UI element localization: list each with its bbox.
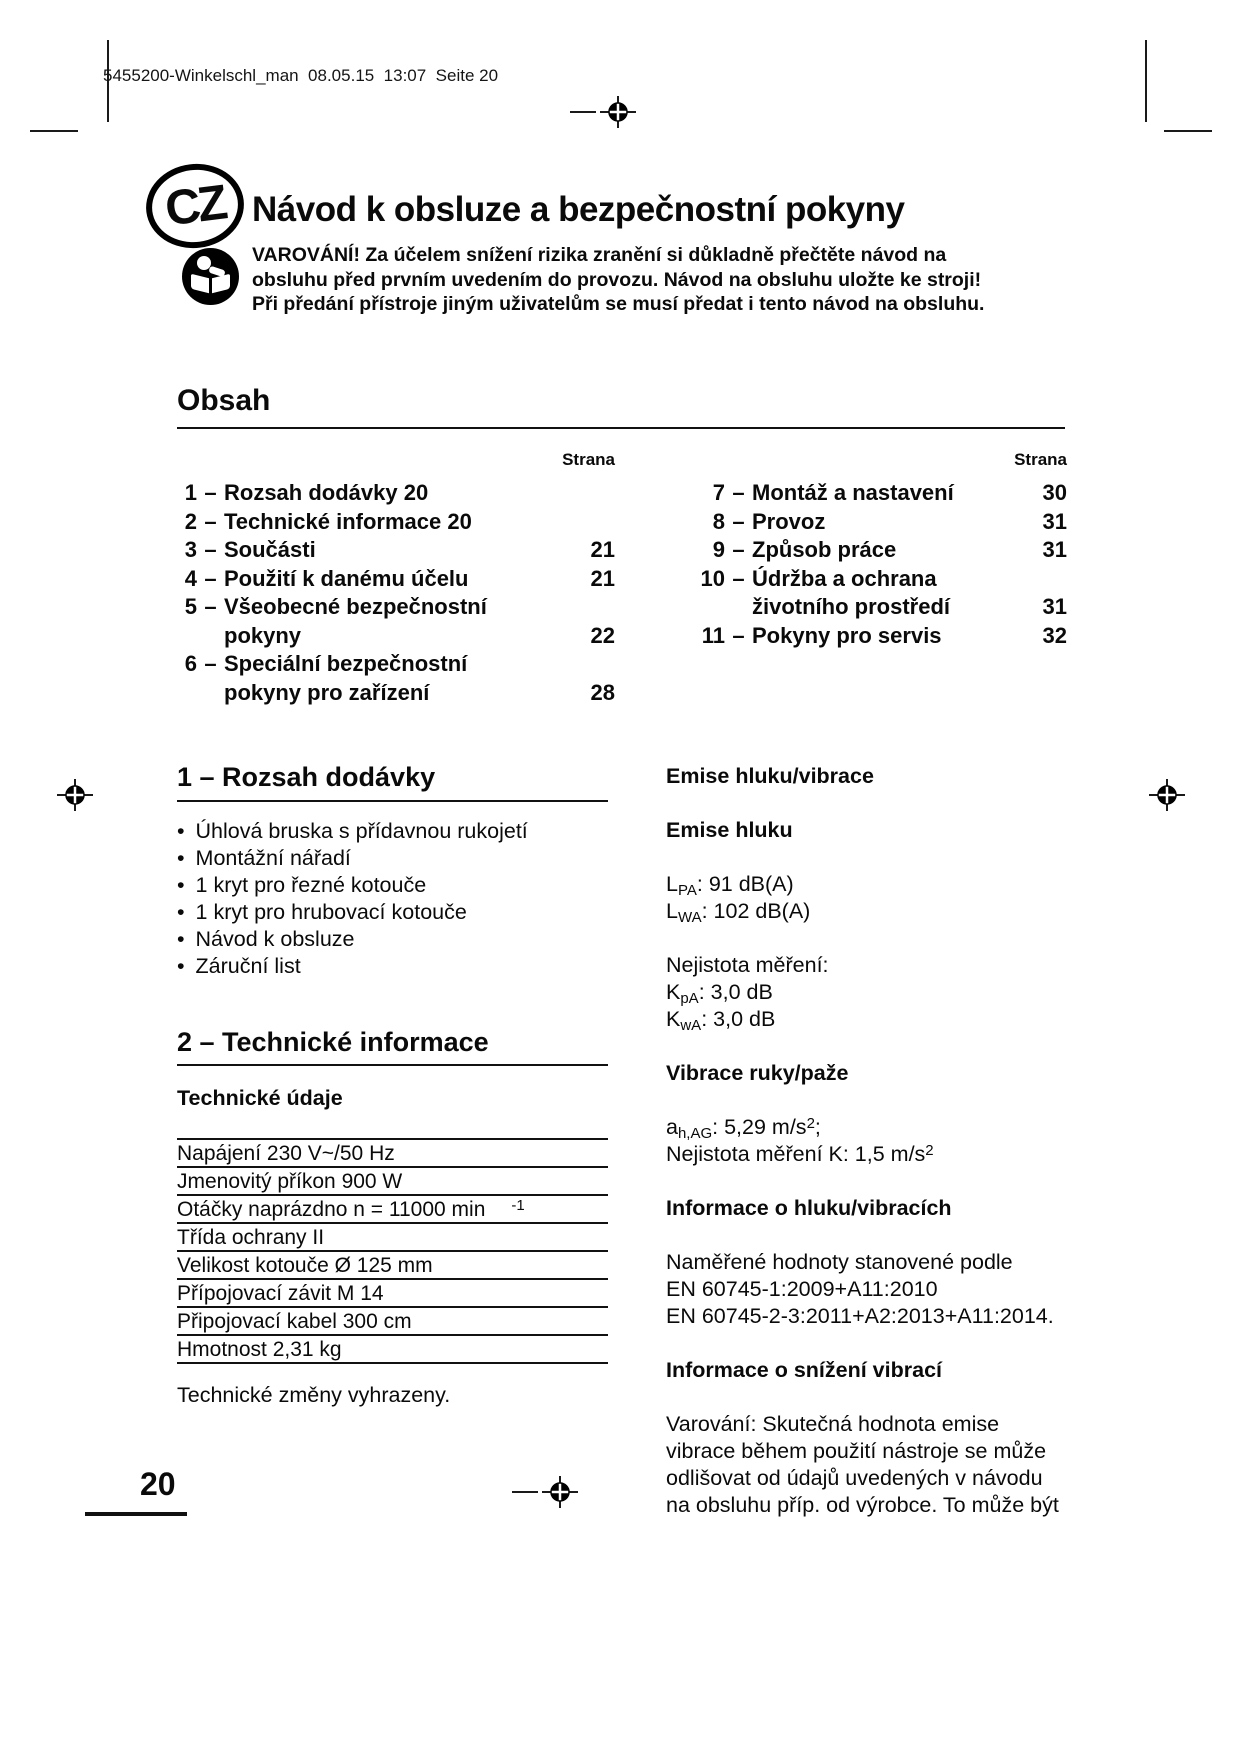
page-number: 20	[140, 1466, 176, 1502]
toc-entry: 3 – Součásti 21	[184, 537, 615, 562]
toc-entry: 7 – Montáž a nastavení 30	[712, 480, 1067, 505]
toc-heading: Obsah	[177, 384, 271, 417]
print-job-header: 5455200-Winkelschl_man 08.05.15 13:07 Seite 20	[103, 66, 499, 85]
tech-data-subheading: Technické údaje	[177, 1086, 343, 1110]
toc-page-column-header: Strana	[562, 450, 615, 469]
registration-mark-left	[57, 777, 93, 813]
kpa-value: $K_{pA}$: 3,0 dB	[666, 980, 773, 1007]
table-row: Napájení 230 V~/50 Hz	[177, 1138, 608, 1166]
norm-line: Naměřené hodnoty stanovené podle	[666, 1250, 1013, 1274]
vibration-warning-line: Varování: Skutečná hodnota emise	[666, 1412, 1000, 1436]
page-number-rule	[85, 1512, 187, 1516]
cz-country-badge: CZ	[141, 158, 249, 253]
table-row: Hmotnost 2,31 kg	[177, 1334, 608, 1362]
toc-entry-continuation: pokyny pro zařízení 28	[224, 679, 615, 705]
list-item: • Záruční list	[177, 953, 622, 980]
toc-entry-continuation: životního prostředí 31	[752, 594, 1067, 619]
vibration-warning-line: odlišovat od údajů uvedených v návodu	[666, 1466, 1043, 1490]
vibration-warning-line: vibrace během použití nástroje se může	[666, 1439, 1047, 1463]
crop-mark-left-horizontal	[30, 130, 78, 132]
noise-subheading: Emise hluku	[666, 818, 793, 842]
vibration-subheading: Vibrace ruky/paže	[666, 1061, 849, 1085]
toc-entry: 9 – Způsob práce 31	[712, 537, 1067, 562]
toc-entry: 10 – Údržba a ochrana	[700, 565, 937, 591]
vibration-reduction-heading: Informace o snížení vibrací	[666, 1358, 943, 1382]
toc-entry: 6 – Speciální bezpečnostní	[184, 651, 468, 676]
noise-info-heading: Informace o hluku/vibracích	[666, 1196, 952, 1220]
registration-mark-bottom	[542, 1474, 578, 1510]
warning-line: VAROVÁNÍ! Za účelem snížení rizika zranění si důkladně přečtěte návod na	[252, 244, 947, 266]
tech-spec-table	[177, 1138, 608, 1364]
norm-line: EN 60745-1:2009+A11:2010	[666, 1277, 938, 1301]
section1-rule	[177, 800, 608, 802]
page-title: Návod k obsluze a bezpečnostní pokyny	[252, 190, 905, 229]
toc-entry: 5 – Všeobecné bezpečnostní	[184, 594, 487, 619]
table-row: Velikost kotouče Ø 125 mm	[177, 1250, 608, 1278]
registration-mark-top	[600, 94, 636, 130]
tech-changes-note: Technické změny vyhrazeny.	[177, 1383, 451, 1407]
table-row: Jmenovitý příkon 900 W	[177, 1166, 608, 1194]
toc-column-right	[640, 450, 1067, 650]
registration-leader-bottom	[512, 1491, 538, 1493]
crop-mark-right-horizontal	[1164, 130, 1212, 132]
toc-entry-continuation: pokyny 22	[224, 622, 615, 648]
norm-line: EN 60745-2-3:2011+A2:2013+A11:2014.	[666, 1304, 1054, 1328]
toc-page-column-header: Strana	[1014, 450, 1067, 469]
safety-warning-paragraph	[252, 243, 992, 317]
section2-heading: 2 – Technické informace	[177, 1027, 489, 1057]
section1-heading: 1 – Rozsah dodávky	[177, 762, 436, 792]
table-row: Připojovací kabel 300 cm	[177, 1306, 608, 1334]
toc-heading-rule	[177, 427, 1065, 429]
list-item: • 1 kryt pro hrubovací kotouče	[177, 899, 622, 926]
read-manual-icon	[182, 248, 239, 305]
ahag-value: $a_{h,AG}$: 5,29 $m/s^2$;	[666, 1115, 821, 1142]
kwa-value: $K_{wA}$: 3,0 dB	[666, 1007, 776, 1034]
list-item: • Montážní nářadí	[177, 845, 622, 872]
toc-entry: 2 – Technické informace 20	[184, 508, 472, 534]
noise-heading: Emise hluku/vibrace	[666, 764, 874, 788]
vibration-warning-line: na obsluhu příp. od výrobce. To může být	[666, 1493, 1059, 1517]
toc-entry: 1 – Rozsah dodávky 20	[184, 480, 429, 505]
uncertainty-label: Nejistota měření:	[666, 953, 829, 977]
lwa-value: $L_{WA}$: 102 dB(A)	[666, 899, 811, 926]
list-item: • 1 kryt pro řezné kotouče	[177, 872, 622, 899]
registration-mark-right	[1149, 777, 1185, 813]
table-row: Přípojovací závit M 14	[177, 1278, 608, 1306]
registration-leader-top	[570, 111, 596, 113]
toc-entry: 4 – Použití k danému účelu 21	[184, 565, 615, 591]
read-manual-icon-book-left	[191, 274, 209, 293]
read-manual-icon-book-right	[212, 274, 230, 293]
lpa-value: $L_{PA}$: 91 dB(A)	[666, 872, 794, 899]
toc-column-left	[177, 450, 615, 707]
toc-entry: 8 – Provoz 31	[712, 508, 1067, 534]
list-item: • Návod k obsluze	[177, 926, 622, 953]
toc-entry: 11 – Pokyny pro servis 32	[701, 622, 1067, 648]
noise-vibration-column	[666, 763, 1086, 1519]
k-uncertainty-value: Nejistota měření K: 1,5 $m/s^2$	[666, 1142, 934, 1166]
list-item: • Úhlová bruska s přídavnou rukojetí	[177, 818, 622, 845]
section2-rule	[177, 1064, 608, 1066]
crop-mark-top-right-vertical	[1145, 40, 1147, 122]
warning-line: obsluhu před prvním uvedením do provozu. Návod na obsluhu uložte ke stroji!	[252, 268, 982, 291]
delivery-scope-list	[177, 818, 622, 980]
warning-line: Při předání přístroje jiným uživatelům se musí předat i tento návod na obsluhu.	[252, 293, 985, 315]
table-row: Třída ochrany II	[177, 1222, 608, 1250]
table-row: Otáčky naprázdno n = 11000 min $^{-1}$	[177, 1194, 608, 1222]
